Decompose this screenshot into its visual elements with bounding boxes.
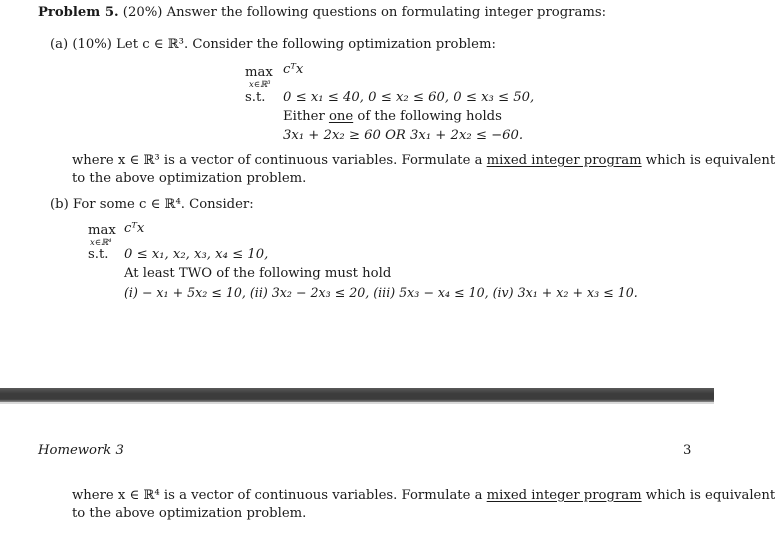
where-text: where x ∈ ℝ³ is a vector of continuous variables. Formulate a <box>72 153 487 168</box>
part-b-objective: cᵀx <box>124 221 145 236</box>
mip-underlined-b: mixed integer program <box>486 488 642 503</box>
part-a-max: max <box>245 65 273 80</box>
part-a-label: (a) (10%) Let c ∈ ℝ³. Consider the following optimization problem: <box>50 37 496 52</box>
part-b-label: (b) For some c ∈ ℝ⁴. Consider: <box>50 197 254 212</box>
where-rest-b: which is equivalent <box>641 488 775 503</box>
problem-title: Problem 5. <box>38 5 119 20</box>
part-b-conditions: (i) − x₁ + 5x₂ ≤ 10, (ii) 3x₂ − 2x₃ ≤ 20, (iii) 5x₃ − x₄ ≤ 10, (iv) 3x₁ + x₂ + x₃ ≤ 10. <box>124 285 638 300</box>
part-b-at-least-two: At least TWO of the following must hold <box>124 266 392 281</box>
part-b-max: max <box>88 223 116 238</box>
part-a-where-line2: to the above optimization problem. <box>72 171 307 186</box>
part-a-max-domain: x∈ℝ³ <box>249 80 271 90</box>
either-underlined-one: one <box>328 109 354 124</box>
part-a-objective: cᵀx <box>283 62 304 77</box>
footer-page-number: 3 <box>683 443 692 458</box>
part-a-disjunction: 3x₁ + 2x₂ ≥ 60 OR 3x₁ + 2x₂ ≤ −60. <box>283 128 524 143</box>
part-a-constraint-bounds: 0 ≤ x₁ ≤ 40, 0 ≤ x₂ ≤ 60, 0 ≤ x₃ ≤ 50, <box>283 90 535 105</box>
part-b-st: s.t. <box>88 247 109 262</box>
problem-intro: (20%) Answer the following questions on formulating integer programs: <box>122 5 607 20</box>
problem-heading-line <box>38 5 606 20</box>
part-a-st: s.t. <box>245 90 266 105</box>
part-b-where-line <box>72 488 775 503</box>
part-b-max-domain: x∈ℝ⁴ <box>90 238 112 248</box>
footer-homework-title: Homework 3 <box>38 443 124 458</box>
either-text: Either <box>283 109 329 124</box>
part-a-where-line <box>72 153 775 168</box>
part-a-either-line <box>283 109 502 124</box>
part-b-constraint-bounds: 0 ≤ x₁, x₂, x₃, x₄ ≤ 10, <box>124 247 269 262</box>
where-rest: which is equivalent <box>641 153 775 168</box>
where-text-b: where x ∈ ℝ⁴ is a vector of continuous variables. Formulate a <box>72 488 487 503</box>
mip-underlined: mixed integer program <box>486 153 642 168</box>
either-rest: of the following holds <box>353 109 502 124</box>
page-separator <box>0 388 714 404</box>
part-b-where-line2: to the above optimization problem. <box>72 506 307 521</box>
